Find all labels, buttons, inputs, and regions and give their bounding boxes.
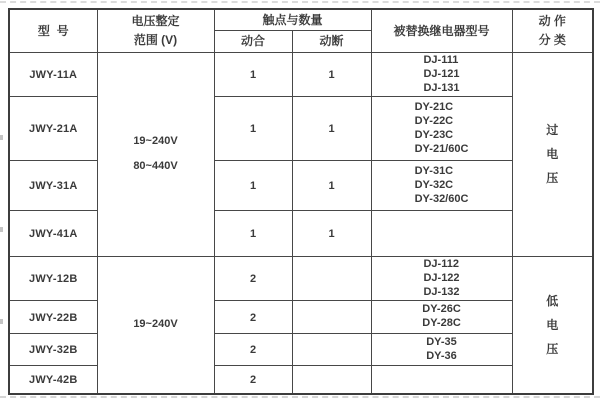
model-cell: JWY-12B: [9, 256, 97, 300]
header-voltage-line2: 范围 (V): [133, 32, 178, 47]
header-contacts: [214, 9, 371, 30]
contact-nc-cell: [292, 256, 371, 300]
model-cell: JWY-42B: [9, 365, 97, 394]
contact-nc-cell: 1: [292, 52, 371, 96]
relay-model: DJ-132: [423, 285, 460, 298]
replaced-cell-empty: [371, 365, 512, 394]
action-char: 压: [546, 171, 559, 185]
relay-model: DJ-111: [423, 53, 459, 66]
model-cell: JWY-11A: [9, 52, 97, 96]
cropped-text-left-artifact: [0, 227, 3, 232]
relay-model: DY-36: [426, 349, 457, 362]
relay-model: DY-32/60C: [414, 192, 469, 205]
table-row: [9, 52, 593, 96]
header-replaced-label: 被替换继电器型号: [393, 23, 490, 38]
contact-no-cell: 1: [214, 210, 292, 256]
cropped-text-left-artifact: [0, 135, 3, 140]
cropped-text-top-artifact: [0, 1, 600, 3]
table-row: [9, 210, 593, 256]
header-action-line1: 动 作: [538, 13, 566, 28]
header-contact-no: [214, 30, 292, 52]
header-action-line2: 分 类: [538, 32, 566, 47]
model-cell: JWY-22B: [9, 300, 97, 333]
contact-nc-cell: 1: [292, 96, 371, 160]
header-contacts-label: 触点与数量: [262, 12, 323, 27]
header-contact-no-label: 动合: [240, 34, 265, 48]
relay-model: DJ-121: [423, 67, 460, 80]
relay-model: DY-21C: [414, 100, 454, 113]
voltage-cell-group-b: [97, 256, 214, 394]
action-char: 过: [546, 123, 559, 137]
table-row: [9, 160, 593, 210]
voltage-cell-group-a: [97, 52, 214, 256]
cropped-text-bottom-artifact: [0, 396, 600, 398]
action-char: 电: [546, 147, 559, 161]
cropped-text-left-artifact: [0, 319, 3, 324]
relay-model: DJ-122: [423, 271, 460, 284]
replaced-cell: [371, 96, 512, 160]
replaced-cell: [371, 160, 512, 210]
relay-model: DY-26C: [422, 303, 461, 315]
contact-nc-cell: 1: [292, 210, 371, 256]
replaced-cell-empty: [371, 210, 512, 256]
table-row: [9, 256, 593, 300]
relay-model: DJ-131: [423, 81, 460, 94]
header-voltage-range: [97, 9, 214, 52]
contact-no-cell: 1: [214, 96, 292, 160]
contact-nc-cell: [292, 333, 371, 365]
contact-no-cell: 2: [214, 256, 292, 300]
voltage-value: 19~240V: [133, 135, 178, 147]
table-row: [9, 96, 593, 160]
contact-no-cell: 1: [214, 52, 292, 96]
model-cell: JWY-32B: [9, 333, 97, 365]
relay-model: DY-28C: [422, 317, 461, 329]
model-cell: JWY-41A: [9, 210, 97, 256]
replaced-cell: [371, 333, 512, 365]
voltage-value: 80~440V: [133, 160, 178, 172]
replaced-cell: [371, 300, 512, 333]
header-contact-nc-label: 动断: [319, 34, 344, 48]
contact-no-cell: 2: [214, 365, 292, 394]
voltage-value: 19~240V: [133, 318, 178, 331]
relay-model: DJ-112: [423, 257, 459, 270]
table-row: [9, 333, 593, 365]
action-char: 压: [546, 341, 559, 356]
contact-nc-cell: [292, 300, 371, 333]
action-class-cell-group-a: [512, 52, 593, 256]
contact-nc-cell: 1: [292, 160, 371, 210]
header-action-class: [512, 9, 593, 52]
action-char: 电: [546, 317, 559, 332]
table-row: [9, 365, 593, 394]
header-voltage-line1: 电压整定: [131, 13, 180, 28]
header-replaced-models: [371, 9, 512, 52]
header-contact-nc: [292, 30, 371, 52]
relay-spec-table: [8, 8, 594, 395]
relay-model: DY-32C: [414, 178, 454, 191]
replaced-cell: [371, 52, 512, 96]
model-cell: JWY-31A: [9, 160, 97, 210]
contact-nc-cell: [292, 365, 371, 394]
action-class-cell-group-b: [512, 256, 593, 394]
contact-no-cell: 1: [214, 160, 292, 210]
relay-model: DY-22C: [414, 114, 454, 127]
header-model: [9, 9, 97, 52]
header-model-label: 型 号: [37, 23, 69, 38]
relay-model: DY-23C: [414, 128, 454, 141]
relay-model: DY-21/60C: [414, 142, 469, 155]
model-cell: JWY-21A: [9, 96, 97, 160]
relay-model: DY-31C: [414, 164, 454, 177]
action-char: 低: [546, 293, 559, 308]
table-row: [9, 300, 593, 333]
contact-no-cell: 2: [214, 300, 292, 333]
contact-no-cell: 2: [214, 333, 292, 365]
replaced-cell: [371, 256, 512, 300]
relay-model: DY-35: [426, 335, 457, 348]
header-row-1: [9, 9, 593, 30]
